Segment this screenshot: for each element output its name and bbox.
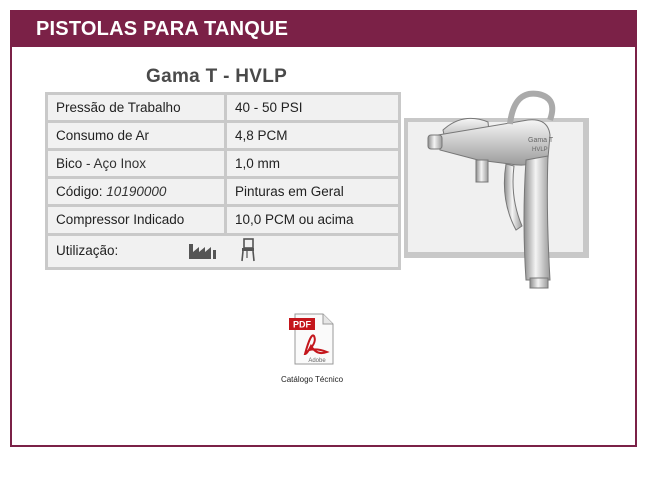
spec-label (48, 179, 224, 204)
table-row (48, 236, 398, 267)
spec-label-extra: 10190000 (102, 184, 167, 200)
spec-label-text: Compressor Indicado (56, 212, 185, 228)
spec-label-text: Consumo de Ar (56, 128, 150, 144)
spray-gun-image (418, 80, 588, 290)
spec-value: 4,8 PCM (227, 123, 398, 148)
pdf-badge: PDF (293, 319, 311, 330)
spec-value: 10,0 PCM ou acima (227, 207, 398, 232)
table-row (48, 123, 398, 148)
table-row (48, 207, 398, 232)
pdf-file-icon[interactable] (287, 312, 337, 366)
spec-label (48, 151, 224, 176)
gun-engraving: Gama T (528, 137, 554, 144)
spec-label (48, 123, 224, 148)
table-row (48, 179, 398, 204)
spec-table (45, 92, 401, 270)
pdf-caption[interactable]: Catálogo Técnico (280, 375, 344, 384)
table-row (48, 95, 398, 120)
spec-value: Pinturas em Geral (227, 179, 398, 204)
chair-icon (240, 238, 256, 265)
adobe-label: Adobe (308, 358, 326, 364)
gun-engraving: HVLP (532, 147, 548, 153)
spec-value: 1,0 mm (227, 151, 398, 176)
spec-value: 40 - 50 PSI (227, 95, 398, 120)
usage-cell (48, 236, 398, 267)
product-title: Gama T - HVLP (146, 66, 288, 87)
catalog-pdf-link[interactable] (282, 312, 342, 371)
factory-icon (188, 240, 218, 263)
spec-label-extra: - Aço Inox (82, 156, 147, 172)
page-header: PISTOLAS PARA TANQUE (12, 12, 635, 47)
spec-label-text: Pressão de Trabalho (56, 100, 181, 116)
spec-label-text: Código: (56, 184, 103, 200)
spec-label (48, 207, 224, 232)
table-row (48, 151, 398, 176)
usage-label: Utilização: (56, 242, 119, 258)
spec-label (48, 95, 224, 120)
spec-label-text: Bico (56, 156, 83, 172)
